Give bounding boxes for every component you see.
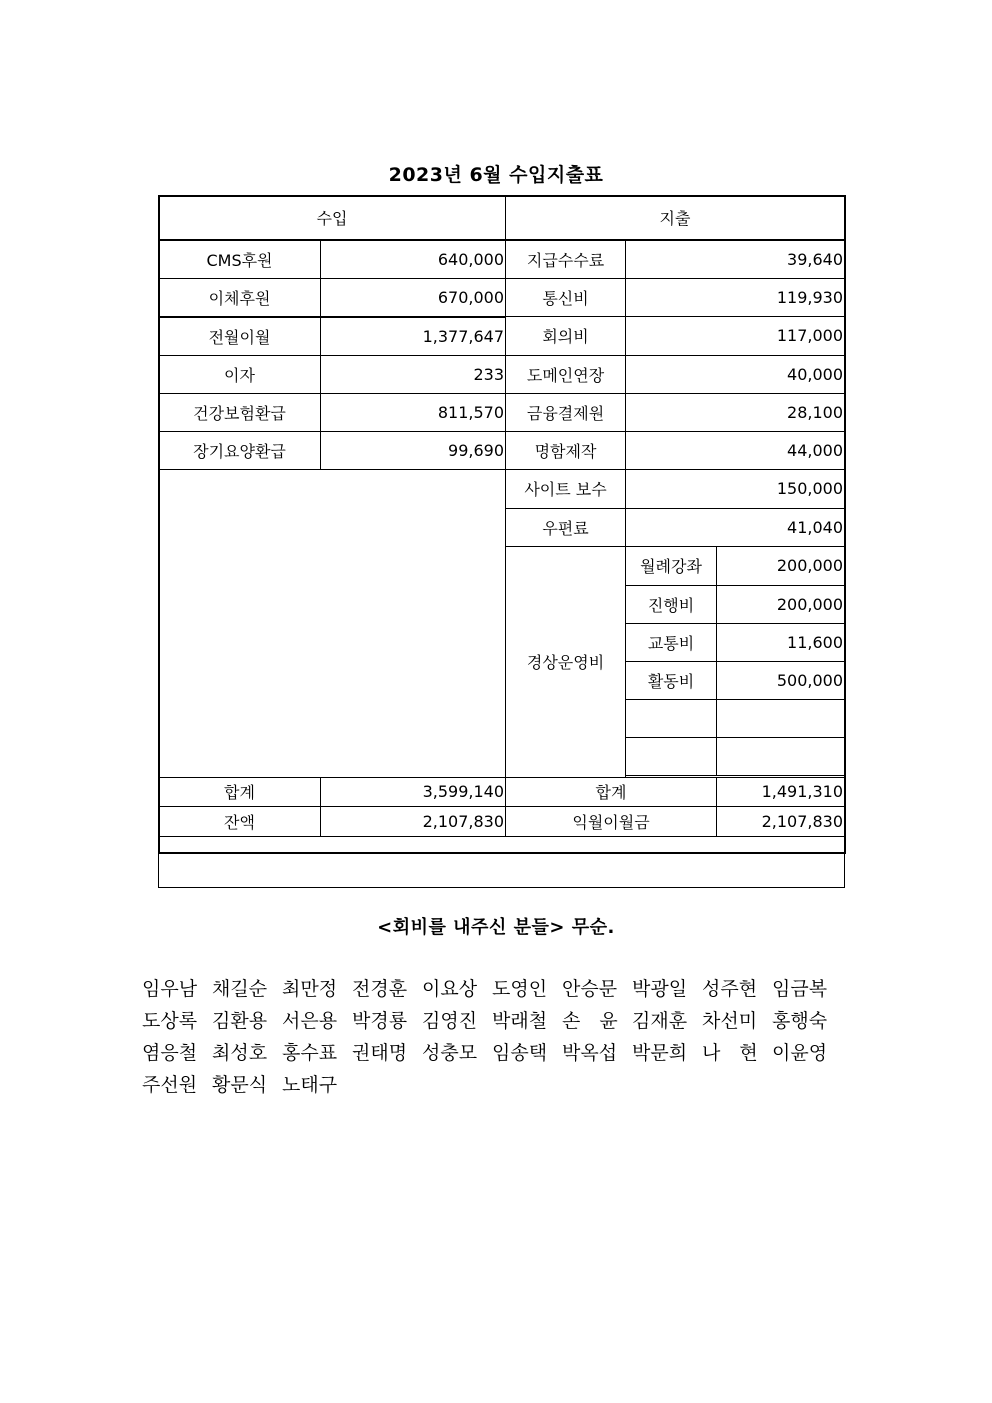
member-name: 박광일 xyxy=(632,978,688,1000)
expense-label: 지급수수료 xyxy=(506,240,626,279)
balance-row xyxy=(159,806,845,836)
expense-label: 금융결제원 xyxy=(506,393,626,431)
income-label: 장기요양환급 xyxy=(159,431,321,469)
totals-income-label: 합계 xyxy=(159,777,321,806)
income-value: 811,570 xyxy=(321,393,506,431)
member-name: 채길순 xyxy=(212,978,268,1000)
balance-value: 2,107,830 xyxy=(321,806,506,836)
member-name: 임우남 xyxy=(142,978,198,1000)
group-item-label: 진행비 xyxy=(626,585,717,623)
member-name: 이요상 xyxy=(422,978,478,1000)
group-item-value: 11,600 xyxy=(717,623,845,661)
expense-value: 40,000 xyxy=(626,355,845,393)
member-name: 박문희 xyxy=(632,1042,688,1064)
member-name: 염응철 xyxy=(142,1042,198,1064)
income-label: CMS후원 xyxy=(159,240,321,279)
totals-expense-value: 1,491,310 xyxy=(717,777,845,806)
group-item-value: 200,000 xyxy=(717,585,845,623)
group-item-value: 500,000 xyxy=(717,661,845,699)
group-item-value: 200,000 xyxy=(717,546,845,585)
table-row xyxy=(159,317,845,356)
member-name: 노태구 xyxy=(282,1074,338,1096)
member-name: 홍수표 xyxy=(282,1042,338,1064)
member-name: 임송택 xyxy=(492,1042,548,1064)
member-name: 김환용 xyxy=(212,1010,268,1032)
income-blank-area xyxy=(159,469,506,777)
group-item-label xyxy=(626,737,717,775)
table-row xyxy=(159,278,845,317)
income-expense-table xyxy=(158,195,845,888)
table-row xyxy=(159,431,845,469)
totals-row xyxy=(159,777,845,806)
balance-label: 잔액 xyxy=(159,806,321,836)
members-list xyxy=(142,973,842,1101)
member-name: 전경훈 xyxy=(352,978,408,1000)
expense-label: 통신비 xyxy=(506,278,626,317)
member-name: 차선미 xyxy=(702,1010,758,1032)
expense-label: 사이트 보수 xyxy=(506,469,626,508)
income-value: 1,377,647 xyxy=(321,317,506,356)
expense-label: 회의비 xyxy=(506,317,626,356)
expense-header: 지출 xyxy=(506,196,845,240)
members-title: <회비를 내주신 분들> 무순. xyxy=(377,917,615,938)
expense-value: 39,640 xyxy=(626,240,845,279)
member-name: 나 현 xyxy=(702,1042,758,1064)
member-name: 성주현 xyxy=(702,978,758,1000)
table-row xyxy=(159,240,845,279)
group-label: 경상운영비 xyxy=(506,546,626,777)
expense-value: 28,100 xyxy=(626,393,845,431)
carry-over-value: 2,107,830 xyxy=(717,806,845,836)
expense-value: 44,000 xyxy=(626,431,845,469)
member-name: 주선원 xyxy=(142,1074,198,1096)
member-name: 최성호 xyxy=(212,1042,268,1064)
income-value: 99,690 xyxy=(321,431,506,469)
income-value: 233 xyxy=(321,355,506,393)
member-name: 성충모 xyxy=(422,1042,478,1064)
table-row xyxy=(159,355,845,393)
member-name: 박래철 xyxy=(492,1010,548,1032)
totals-income-value: 3,599,140 xyxy=(321,777,506,806)
group-item-label xyxy=(626,699,717,737)
table-row xyxy=(159,469,845,508)
totals-expense-label: 합계 xyxy=(506,777,717,806)
member-name: 박경룡 xyxy=(352,1010,408,1032)
expense-value: 119,930 xyxy=(626,278,845,317)
member-name: 권태명 xyxy=(352,1042,408,1064)
member-name: 김영진 xyxy=(422,1010,478,1032)
income-label: 전월이월 xyxy=(159,317,321,356)
page-title: 2023년 6월 수입지출표 xyxy=(388,164,604,186)
member-name: 김재훈 xyxy=(632,1010,688,1032)
member-name: 황문식 xyxy=(212,1074,268,1096)
expense-value: 41,040 xyxy=(626,508,845,546)
member-name: 이윤영 xyxy=(772,1042,828,1064)
group-item-value xyxy=(717,699,845,737)
carry-over-label: 익월이월금 xyxy=(506,806,717,836)
expense-value: 117,000 xyxy=(626,317,845,356)
group-item-label: 월례강좌 xyxy=(626,546,717,585)
member-name: 손 윤 xyxy=(562,1010,618,1032)
member-name: 안승문 xyxy=(562,978,618,1000)
expense-label: 우편료 xyxy=(506,508,626,546)
group-item-label: 교통비 xyxy=(626,623,717,661)
expense-label: 명함제작 xyxy=(506,431,626,469)
member-name: 도영인 xyxy=(492,978,548,1000)
income-value: 670,000 xyxy=(321,278,506,317)
expense-value: 150,000 xyxy=(626,469,845,508)
member-name: 최만정 xyxy=(282,978,338,1000)
blank-footer-row xyxy=(159,836,845,887)
member-name: 서은용 xyxy=(282,1010,338,1032)
group-item-value xyxy=(717,737,845,775)
member-name: 임금복 xyxy=(772,978,828,1000)
income-label: 이자 xyxy=(159,355,321,393)
member-name: 홍행숙 xyxy=(772,1010,828,1032)
member-name: 도상록 xyxy=(142,1010,198,1032)
expense-label: 도메인연장 xyxy=(506,355,626,393)
income-label: 이체후원 xyxy=(159,278,321,317)
group-item-label: 활동비 xyxy=(626,661,717,699)
income-value: 640,000 xyxy=(321,240,506,279)
income-header: 수입 xyxy=(159,196,506,240)
income-label: 건강보험환급 xyxy=(159,393,321,431)
table-row xyxy=(159,393,845,431)
member-name: 박옥섭 xyxy=(562,1042,618,1064)
